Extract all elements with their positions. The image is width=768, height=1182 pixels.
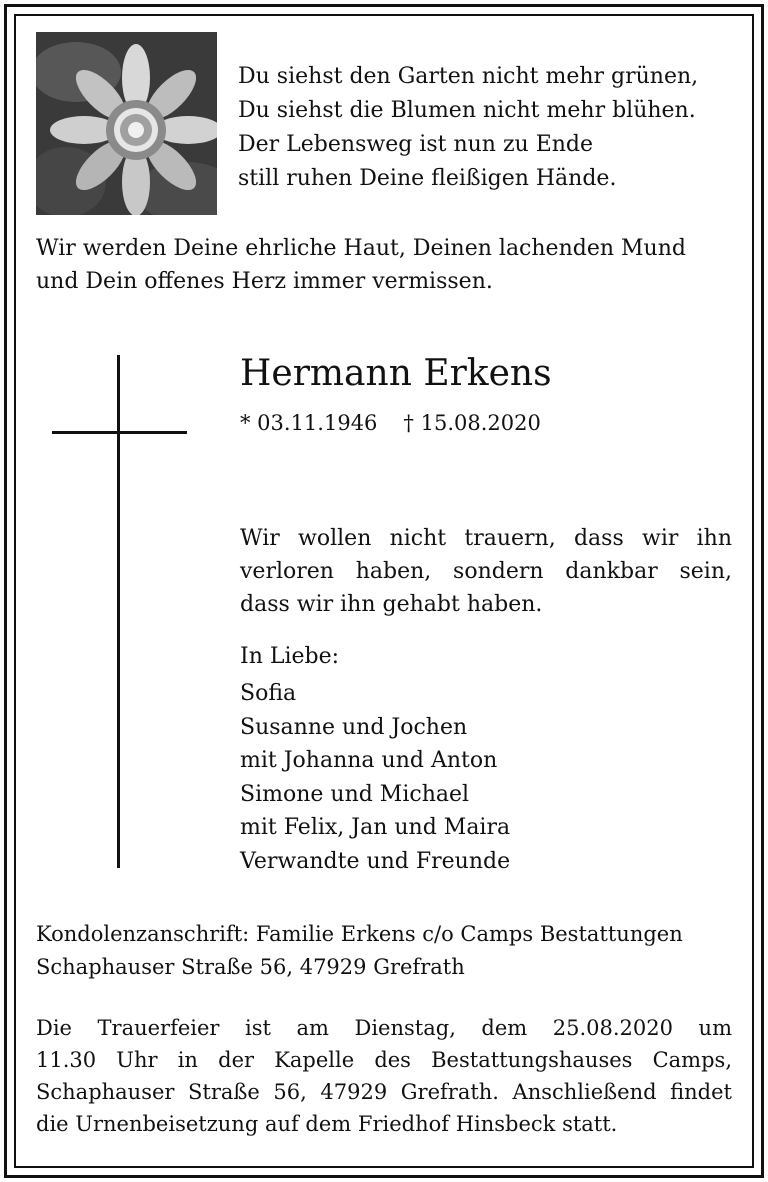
quote-line: dass wir ihn gehabt haben.: [240, 592, 543, 617]
water-lily-image: [36, 32, 217, 215]
death-date: † 15.08.2020: [403, 411, 541, 435]
quote-block: [240, 522, 732, 621]
quote-line: Wir wollen nicht trauern, dass wir ihn: [240, 526, 732, 551]
funeral-info: [36, 1012, 732, 1140]
mourner-name: Sofia: [240, 681, 297, 706]
intro-text: [36, 232, 736, 298]
funeral-line: 11.30 Uhr in der Kapelle des Bestattungshauses Camps,: [36, 1048, 732, 1072]
condolence-address: [36, 918, 683, 984]
poem-line: Der Lebensweg ist nun zu Ende: [238, 132, 594, 157]
address-line: Kondolenzanschrift: Familie Erkens c/o Camps Bestattungen: [36, 922, 683, 946]
mourner-name: mit Felix, Jan und Maira: [240, 815, 511, 840]
poem-line: still ruhen Deine fleißigen Hände.: [238, 166, 617, 191]
funeral-line: Die Trauerfeier ist am Dienstag, dem 25.08.2020 um: [36, 1016, 732, 1040]
mourner-name: Simone und Michael: [240, 781, 470, 807]
address-line: Schaphauser Straße 56, 47929 Grefrath: [36, 955, 465, 979]
life-dates: [240, 408, 541, 438]
poem-block: [238, 60, 698, 196]
cross-horizontal-bar: [52, 431, 187, 434]
poem-line: Du siehst die Blumen nicht mehr blühen.: [238, 98, 696, 123]
mourners-heading: In Liebe:: [240, 644, 340, 669]
poem-line: Du siehst den Garten nicht mehr grünen,: [238, 64, 699, 89]
funeral-line: die Urnenbeisetzung auf dem Friedhof Hinsbeck statt.: [36, 1112, 618, 1136]
intro-line: und Dein offenes Herz immer vermissen.: [36, 269, 493, 294]
intro-line: Wir werden Deine ehrliche Haut, Deinen lachenden Mund: [36, 236, 686, 261]
mourners-list: [240, 677, 510, 878]
mourner-name: mit Johanna und Anton: [240, 748, 498, 773]
water-lily-photo: [36, 32, 217, 215]
mourner-name: Susanne und Jochen: [240, 714, 468, 740]
quote-line: verloren haben, sondern dankbar sein,: [240, 559, 732, 584]
birth-date: * 03.11.1946: [240, 411, 378, 435]
deceased-name: Hermann Erkens: [240, 353, 552, 394]
funeral-line: Schaphauser Straße 56, 47929 Grefrath. Anschließend findet: [36, 1080, 732, 1104]
mourner-name: Verwandte und Freunde: [240, 848, 511, 874]
